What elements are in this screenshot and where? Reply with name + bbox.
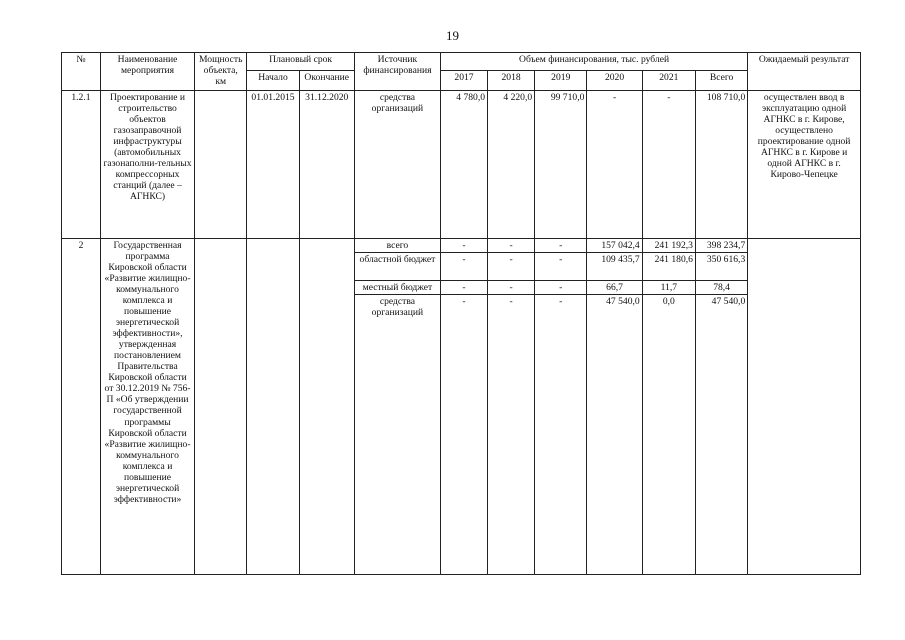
row-value: 0,0 bbox=[642, 295, 695, 575]
row-source: средства организаций bbox=[354, 91, 440, 239]
row-total: 108 710,0 bbox=[695, 91, 747, 239]
row-name: Проектирование и строительство объектов газозаправочной инфраструктуры (автомобильных газонаполни-тельных компрессорных станций (далее – АГНКС) bbox=[100, 91, 194, 239]
header-name: Наименование мероприятия bbox=[100, 53, 194, 91]
header-source: Источник финансирования bbox=[354, 53, 440, 91]
row-start bbox=[247, 239, 299, 575]
page-number: 19 bbox=[446, 28, 459, 43]
row-value: - bbox=[642, 91, 695, 239]
row-start: 01.01.2015 bbox=[247, 91, 299, 239]
row-value: 47 540,0 bbox=[587, 295, 642, 575]
row-value: 241 180,6 bbox=[642, 253, 695, 281]
row-capacity bbox=[195, 91, 247, 239]
row-value: - bbox=[535, 253, 587, 281]
table-row bbox=[62, 239, 861, 253]
header-volume: Объем финансирования, тыс. рублей bbox=[440, 53, 747, 71]
row-end: 31.12.2020 bbox=[299, 91, 354, 239]
row-source: средства организаций bbox=[354, 295, 440, 575]
header-end: Окончание bbox=[299, 71, 354, 91]
row-name: Государственная программа Кировской области «Развитие жилищно-коммунального комплекса и повышение энергетической эффективности», утвержденная постановлением Правительства Кировской области от 30.12.2019 № 756-П «Об утверждении государственной программы Кировской области «Развитие жилищно-коммунального комплекса и повышение энергетической эффективности» bbox=[100, 239, 194, 575]
row-source: всего bbox=[354, 239, 440, 253]
row-value: 4 220,0 bbox=[488, 91, 535, 239]
row-value: - bbox=[535, 295, 587, 575]
header-num: № bbox=[62, 53, 101, 91]
row-value: - bbox=[488, 253, 535, 281]
row-value: 109 435,7 bbox=[587, 253, 642, 281]
row-num: 2 bbox=[62, 239, 101, 575]
header-planned-term: Плановый срок bbox=[247, 53, 355, 71]
row-value: - bbox=[440, 295, 487, 575]
row-value: - bbox=[535, 239, 587, 253]
row-value: 11,7 bbox=[642, 281, 695, 295]
row-value: - bbox=[488, 239, 535, 253]
row-source: местный бюджет bbox=[354, 281, 440, 295]
header-year: 2020 bbox=[587, 71, 642, 91]
row-value: - bbox=[587, 91, 642, 239]
row-value: - bbox=[440, 253, 487, 281]
header-capacity: Мощность объекта, км bbox=[195, 53, 247, 91]
row-value: - bbox=[440, 281, 487, 295]
row-source: областной бюджет bbox=[354, 253, 440, 281]
header-start: Начало bbox=[247, 71, 299, 91]
row-value: 66,7 bbox=[587, 281, 642, 295]
header-year: 2018 bbox=[488, 71, 535, 91]
row-result: осуществлен ввод в эксплуатацию одной АГНКС в г. Кирове, осуществлено проектирование одной АГНКС в г. Кирове и одной АГНКС в г. Кирово-Чепецке bbox=[748, 91, 861, 239]
header-year: 2019 bbox=[535, 71, 587, 91]
row-total: 350 616,3 bbox=[695, 253, 747, 281]
row-value: 99 710,0 bbox=[535, 91, 587, 239]
row-value: - bbox=[535, 281, 587, 295]
row-end bbox=[299, 239, 354, 575]
row-value: - bbox=[488, 281, 535, 295]
header-year: 2017 bbox=[440, 71, 487, 91]
table-row bbox=[62, 91, 861, 239]
header-result: Ожидаемый результат bbox=[748, 53, 861, 91]
row-value: 241 192,3 bbox=[642, 239, 695, 253]
row-total: 47 540,0 bbox=[695, 295, 747, 575]
row-value: - bbox=[488, 295, 535, 575]
financing-table bbox=[61, 52, 861, 575]
row-total: 78,4 bbox=[695, 281, 747, 295]
header-total: Всего bbox=[695, 71, 747, 91]
row-capacity bbox=[195, 239, 247, 575]
row-value: - bbox=[440, 239, 487, 253]
row-total: 398 234,7 bbox=[695, 239, 747, 253]
row-num: 1.2.1 bbox=[62, 91, 101, 239]
row-result bbox=[748, 239, 861, 575]
header-year: 2021 bbox=[642, 71, 695, 91]
row-value: 157 042,4 bbox=[587, 239, 642, 253]
row-value: 4 780,0 bbox=[440, 91, 487, 239]
